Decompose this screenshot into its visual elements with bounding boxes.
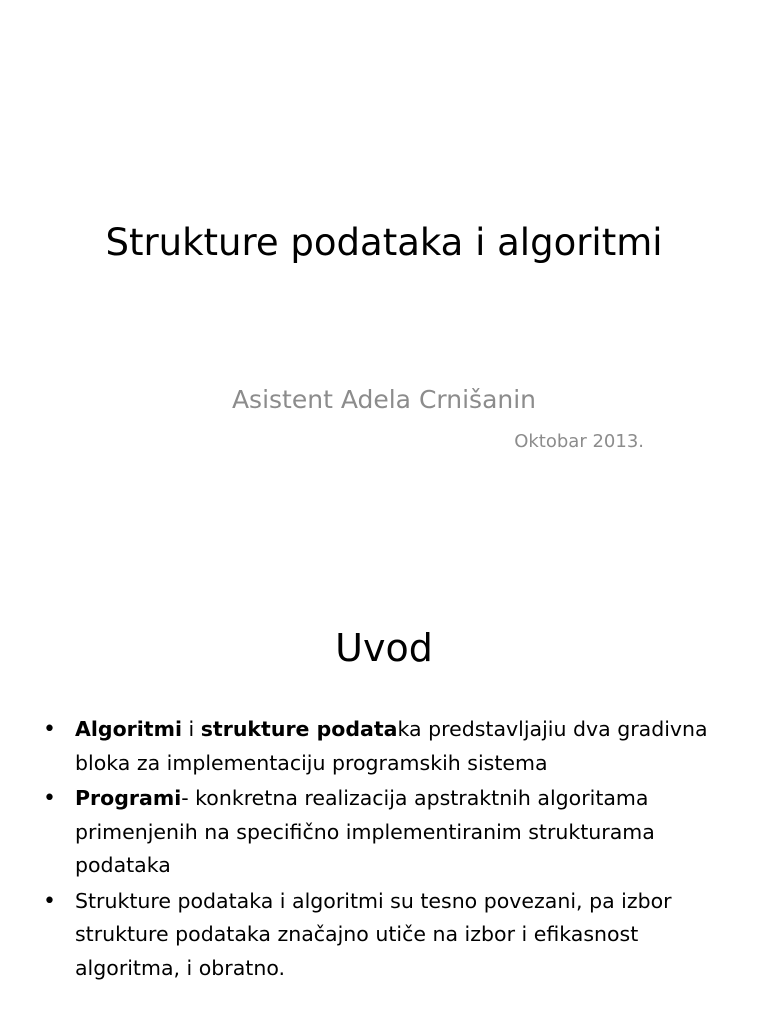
intro-slide [0,576,768,1024]
bullet-icon: • [43,786,56,811]
bullet-item [0,885,768,986]
bullet-list [0,713,768,985]
bullet-text: - konkretna realizacija apstraktnih algoritama primenjenih na specifično implementiranim strukturama podataka [75,786,655,877]
slide-subtitle-author: Asistent Adela Crnišanin [231,385,537,414]
bullet-text: Strukture podataka i algoritmi su tesno povezani, pa izbor strukture podataka značajno utiče na izbor i efikasnost algoritma, i obratno. [75,888,672,980]
bullet-text-bold: strukture podata [200,717,398,741]
bullet-text: ka predstavljajiu dva gradivna bloka za implementaciju programskih sistema [75,717,708,775]
bullet-text: i [181,717,201,741]
slide-title: Strukture podataka i algoritmi [105,221,663,264]
slide-date: Oktobar 2013. [514,431,644,452]
bullet-icon: • [43,717,56,742]
bullet-item [0,782,768,883]
bullet-text-bold: Algoritmi [75,717,182,741]
slide-title: Uvod [335,626,433,670]
bullet-text-bold: Programi [75,786,182,810]
bullet-icon: • [43,888,56,914]
bullet-item [0,713,768,780]
